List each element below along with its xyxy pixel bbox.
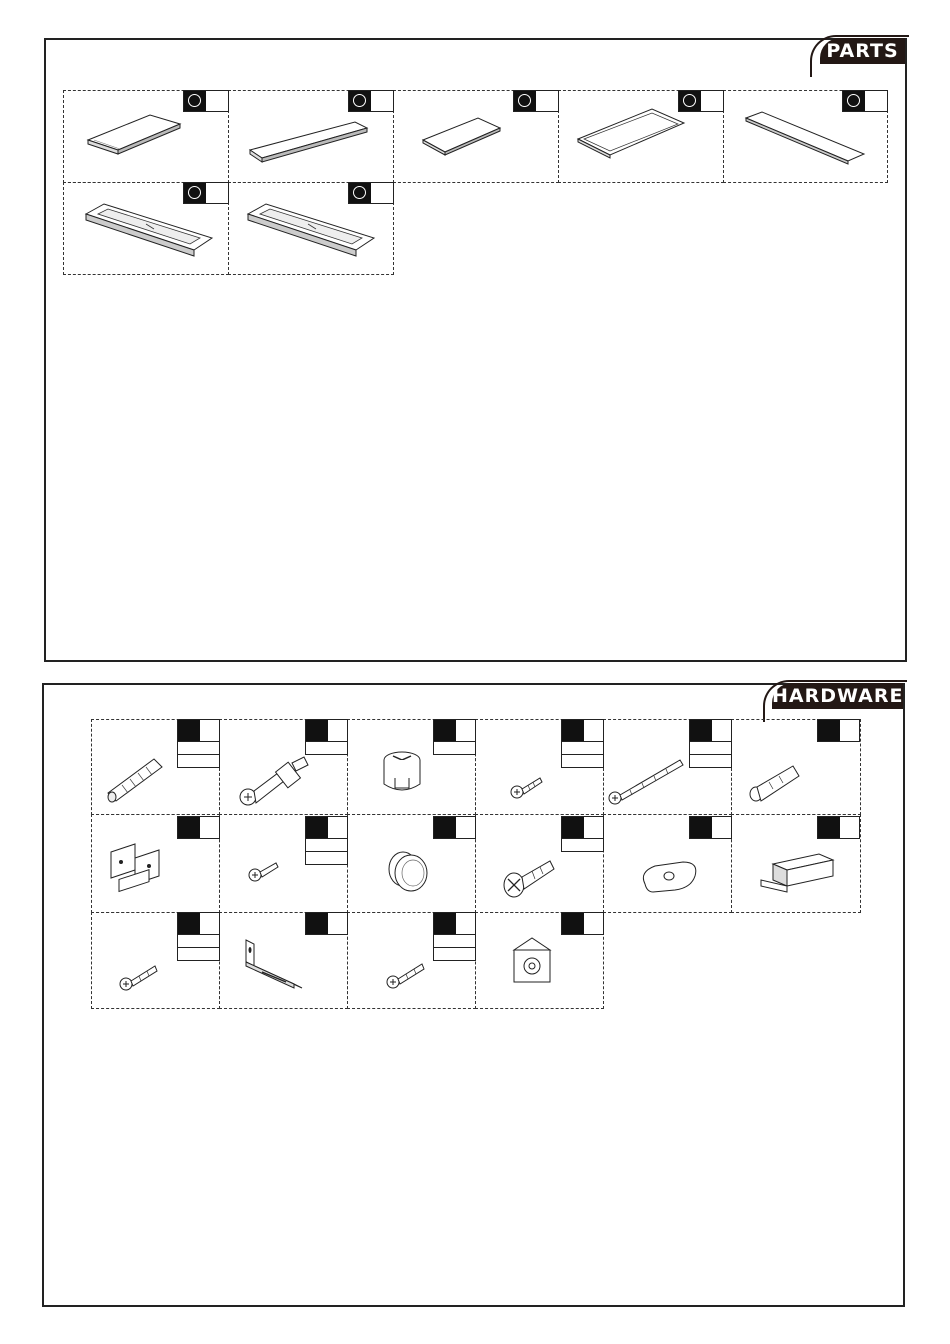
wood-dowel-icon xyxy=(104,755,174,805)
hw-badge-15 xyxy=(433,912,476,961)
part-badge-1 xyxy=(183,90,229,112)
part-badge-3 xyxy=(513,90,559,112)
wall-plug-icon xyxy=(747,762,807,807)
frame-panel-icon xyxy=(574,105,689,160)
l-bracket-icon xyxy=(238,936,308,998)
magnetic-catch-icon xyxy=(757,850,837,898)
hw-badge-10 xyxy=(561,816,604,852)
small-panel-icon xyxy=(418,110,508,160)
hw-badge-4 xyxy=(561,719,604,768)
hardware-title: HARDWARE xyxy=(772,685,904,707)
small-screw-icon xyxy=(246,855,286,885)
knob-bolt-icon xyxy=(502,855,562,900)
hw-badge-6 xyxy=(817,719,860,742)
screw-medium-2-icon xyxy=(384,956,429,991)
hw-badge-1 xyxy=(177,719,220,768)
hw-badge-7 xyxy=(177,816,220,839)
drawer-tray-icon xyxy=(84,198,214,260)
hw-badge-14 xyxy=(305,912,348,935)
hw-badge-8 xyxy=(305,816,348,865)
hw-badge-9 xyxy=(433,816,476,839)
hw-badge-2 xyxy=(305,719,348,755)
short-screw-icon xyxy=(508,772,548,802)
hw-badge-3 xyxy=(433,719,476,755)
cam-bolt-icon xyxy=(236,755,316,810)
cover-cap-icon xyxy=(512,936,557,984)
hw-badge-12 xyxy=(817,816,860,839)
thin-panel-icon xyxy=(742,108,872,168)
parts-title: PARTS xyxy=(820,38,905,64)
hw-badge-13 xyxy=(177,912,220,961)
hw-badge-5 xyxy=(689,719,732,768)
knob-icon xyxy=(385,845,435,893)
cam-lock-icon xyxy=(375,748,430,798)
hinge-icon xyxy=(105,840,165,902)
long-panel-icon xyxy=(245,120,375,165)
part-badge-2 xyxy=(348,90,394,112)
hw-badge-11 xyxy=(689,816,732,839)
drawer-tray-icon-2 xyxy=(246,198,376,260)
hw-badge-16 xyxy=(561,912,604,935)
screw-medium-icon xyxy=(117,958,162,993)
washer-plate-icon xyxy=(637,858,702,898)
long-screw-icon xyxy=(606,756,686,806)
panel-board-icon xyxy=(80,110,190,160)
